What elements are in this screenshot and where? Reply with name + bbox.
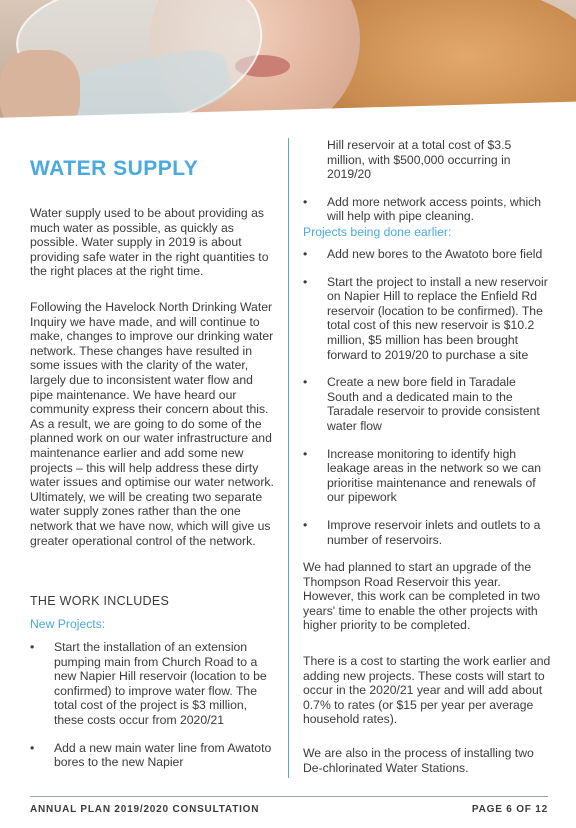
column-divider <box>288 138 289 778</box>
list-item: • Add new bores to the Awatoto bore field <box>303 247 551 262</box>
new-projects-list <box>30 640 275 770</box>
page-number: PAGE 6 OF 12 <box>471 804 548 815</box>
earlier-projects-list <box>303 247 551 560</box>
dechlor-paragraph: We are also in the process of installing two De-chlorinated Water Stations. <box>303 746 534 775</box>
list-item: • Start the installation of an extension pumping main from Church Road to a new Napier Hill reservoir (location to be confirmed) to improve water flow. The total cost of the project is $3 million, these costs occur from 2020/21 <box>30 640 275 728</box>
footer-title: ANNUAL PLAN 2019/2020 CONSULTATION <box>30 804 260 815</box>
cost-paragraph: There is a cost to starting the work earlier and adding new projects. These costs will start to occur in the 2020/21 year and will add about 0.7% to rates (or $15 per year per average household rates). <box>303 654 551 727</box>
earlier-projects-heading: Projects being done earlier: <box>303 225 452 239</box>
list-item: • Create a new bore field in Taradale South and a dedicated main to the Taradale reservoir to provide consistent water flow <box>303 375 551 433</box>
list-item: • Increase monitoring to identify high leakage areas in the network so we can prioritise maintenance and renewals of our pipework <box>303 447 551 505</box>
body-paragraph: Following the Havelock North Drinking Water Inquiry we have made, and will continue to make, changes to improve our drinking water network. These changes have resulted in some issues with the clarity of the water, largely due to inconsistent water flow and pipe maintenance. We have heard our community express their concern about this. As a result, we are going to do some of the planned work on our water infrastructure and maintenance earlier and add some new projects – this will help address these dirty water issues and optimise our water network. Ultimately, we will be creating two separate water supply zones rather than the one network that we have now, which will give us greater operational control of the network. <box>30 300 274 548</box>
list-item: • Improve reservoir inlets and outlets to a number of reservoirs. <box>303 518 551 547</box>
list-item: • Start the project to install a new reservoir on Napier Hill to replace the Enfield Rd reservoir (location to be confirmed). The total cost of this new reservoir is $10.2 million, $5 million has been brought forward to 2019/20 to purchase a site <box>303 275 551 363</box>
list-item: • Add more network access points, which will help with pipe cleaning. <box>303 195 551 224</box>
work-heading: THE WORK INCLUDES <box>30 594 170 608</box>
new-projects-list-continued <box>303 138 551 237</box>
thompson-paragraph: We had planned to start an upgrade of the Thompson Road Reservoir this year. However, this work can be completed in two years' time to enable the other projects with higher priority to be completed. <box>303 560 541 633</box>
footer-divider <box>30 796 548 797</box>
intro-paragraph: Water supply used to be about providing as much water as possible, as quickly as possible. Water supply in 2019 is about providing safe water in the right quantities to the right places at the right time. <box>30 206 269 279</box>
hero-photo <box>0 0 576 135</box>
list-item: • Add a new main water line from Awatoto bores to the new Napier <box>30 741 275 770</box>
new-projects-heading: New Projects: <box>30 617 106 631</box>
list-item-continued: Hill reservoir at a total cost of $3.5 million, with $500,000 occurring in 2019/20 <box>327 138 512 182</box>
page-title: WATER SUPPLY <box>30 157 199 180</box>
